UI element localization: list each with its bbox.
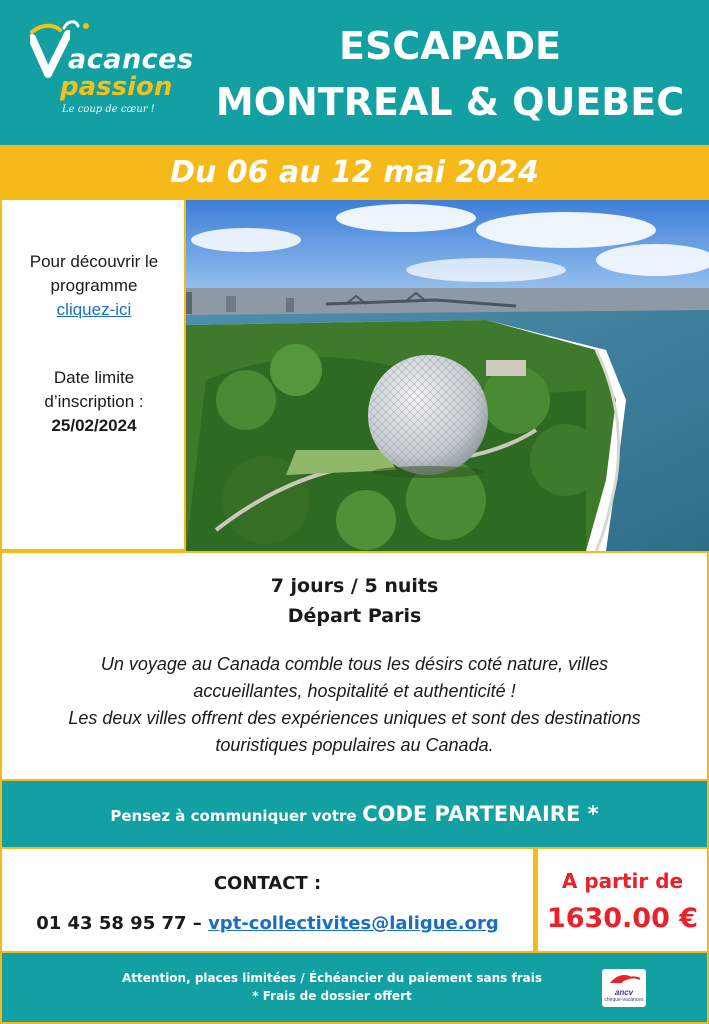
description-box bbox=[0, 551, 709, 781]
contact-label: CONTACT : bbox=[213, 873, 322, 894]
vacances-passion-logo bbox=[18, 14, 198, 124]
discover-line2: programme bbox=[50, 276, 138, 295]
logo-brand-line2: passion bbox=[60, 72, 173, 102]
description-line: touristiques populaires au Canada. bbox=[215, 735, 494, 755]
deadline-date: 25/02/2024 bbox=[51, 416, 137, 435]
biosphere-illustration bbox=[186, 200, 709, 551]
price-box bbox=[535, 847, 709, 953]
trip-description bbox=[12, 651, 697, 759]
dates-band bbox=[0, 145, 709, 200]
partner-band bbox=[0, 781, 709, 847]
footer-notice bbox=[62, 969, 602, 1005]
trip-duration: 7 jours / 5 nuits bbox=[270, 575, 439, 597]
discover-line1: Pour découvrir le bbox=[29, 252, 159, 271]
footer-band bbox=[0, 953, 709, 1024]
program-link[interactable]: cliquez-ici bbox=[56, 300, 132, 319]
logo-tagline: Le coup de cœur ! bbox=[62, 104, 155, 115]
footer-line2: * Frais de dossier offert bbox=[252, 989, 412, 1003]
price-label: A partir de bbox=[561, 869, 684, 893]
contact-line bbox=[2, 913, 533, 934]
partner-notice bbox=[2, 781, 707, 849]
ancv-bird-icon bbox=[602, 969, 646, 989]
header-banner bbox=[0, 0, 709, 145]
info-text bbox=[2, 250, 186, 438]
description-line: Un voyage au Canada comble tous les désirs coté nature, villes bbox=[100, 654, 609, 674]
ancv-logo-sub: chèque-vacances bbox=[604, 997, 644, 1003]
page-title bbox=[195, 18, 705, 130]
info-box bbox=[0, 200, 186, 551]
ancv-logo-label: ancv bbox=[614, 988, 634, 997]
logo-v-letter-icon bbox=[30, 30, 70, 78]
contact-phone: 01 43 58 95 77 – bbox=[36, 913, 202, 934]
contact-box bbox=[0, 847, 535, 953]
deadline-line1: Date limite bbox=[53, 368, 135, 387]
price-value: 1630.00 € bbox=[546, 903, 699, 934]
partner-code: CODE PARTENAIRE * bbox=[362, 802, 599, 826]
deadline-line2: d’inscription : bbox=[44, 392, 144, 411]
partner-prefix: Pensez à communiquer votre bbox=[110, 807, 357, 825]
description-line: accueillantes, hospitalité et authenticité ! bbox=[193, 681, 516, 701]
trip-dates: Du 06 au 12 mai 2024 bbox=[170, 155, 539, 190]
ancv-logo bbox=[602, 969, 646, 1007]
footer-line1: Attention, places limitées / Échéancier du paiement sans frais bbox=[122, 971, 542, 985]
logo-brand-line1: acances bbox=[68, 44, 194, 75]
contact-email-link[interactable]: vpt-collectivites@laligue.org bbox=[208, 913, 499, 934]
trip-departure: Départ Paris bbox=[287, 605, 422, 627]
title-line1: ESCAPADE bbox=[339, 24, 561, 68]
trip-summary bbox=[2, 571, 707, 631]
description-line: Les deux villes offrent des expériences uniques et sont des destinations bbox=[68, 708, 641, 728]
title-line2: MONTREAL & QUEBEC bbox=[215, 80, 685, 124]
biosphere-photo bbox=[186, 200, 709, 551]
